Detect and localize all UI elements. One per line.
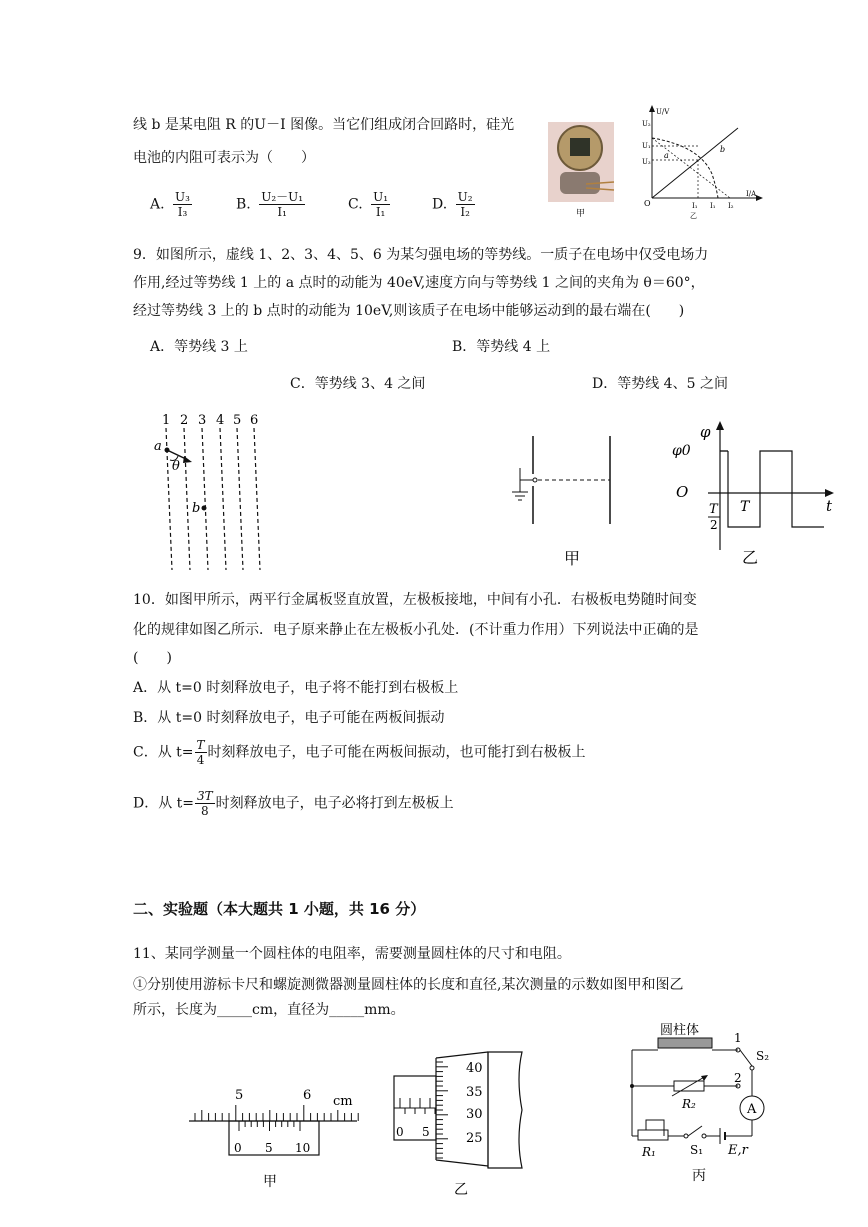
thimble-label-25: 25 bbox=[466, 1131, 483, 1146]
figure-jia-label: 甲 bbox=[564, 549, 581, 568]
q11-line2: ①分别使用游标卡尺和螺旋测微器测量圆柱体的长度和直径,某次测量的示数如图甲和图乙 bbox=[133, 977, 684, 993]
switch-s2-pivot bbox=[750, 1066, 754, 1070]
photo-label: 甲 bbox=[576, 209, 586, 219]
t-axis-arrow bbox=[825, 489, 834, 497]
vernier-label-5: 5 bbox=[265, 1141, 273, 1155]
main-label-6: 6 bbox=[303, 1088, 312, 1103]
i-axis-arrow bbox=[756, 195, 763, 201]
line-label-1: 1 bbox=[162, 413, 171, 428]
switch-s1-contact bbox=[702, 1134, 706, 1138]
point-b bbox=[202, 506, 207, 511]
q10-line1: 10．如图甲所示，两平行金属板竖直放置，左极板接地，中间有小孔．右极板电势随时间变 bbox=[133, 592, 697, 608]
frac-den: I₁ bbox=[375, 205, 386, 219]
i1b-label: I₁ bbox=[710, 202, 716, 210]
switch-s1-pivot bbox=[684, 1134, 688, 1138]
option-letter: D. bbox=[432, 196, 448, 213]
t-half-den: 2 bbox=[710, 518, 718, 532]
option-c-num: T bbox=[196, 738, 205, 752]
circuit-label: 丙 bbox=[692, 1168, 706, 1184]
u-axis-label: U/V bbox=[656, 108, 670, 116]
ui-graph bbox=[630, 102, 770, 220]
q10-option-d bbox=[133, 789, 454, 818]
u2-label: U₂ bbox=[642, 120, 651, 128]
q10-option-a: A．从 t=0 时刻释放电子，电子将不能打到右极板上 bbox=[133, 680, 459, 696]
q10-line3: ( ) bbox=[133, 650, 172, 666]
option-d-prefix: D．从 t= bbox=[133, 795, 195, 812]
equipotential-line-2 bbox=[184, 428, 190, 570]
q9-option-a: A．等势线 3 上 bbox=[150, 339, 248, 355]
r2-arrow bbox=[672, 1076, 706, 1096]
line-label-5: 5 bbox=[233, 413, 242, 428]
q8-option-a bbox=[150, 190, 196, 219]
line-label-3: 3 bbox=[198, 413, 207, 428]
q8-option-d bbox=[432, 190, 479, 219]
frac-num: U₃ bbox=[175, 190, 190, 204]
cylinder-label: 圆柱体 bbox=[660, 1023, 700, 1038]
option-letter: A. bbox=[150, 196, 165, 213]
equipotential-line-3 bbox=[202, 428, 208, 570]
phi-axis-arrow bbox=[716, 421, 724, 430]
q9-option-c: C．等势线 3、4 之间 bbox=[290, 376, 426, 392]
source-label: E,r bbox=[728, 1143, 748, 1158]
section-heading: 二、实验题（本大题共 1 小题，共 16 分） bbox=[133, 900, 426, 918]
vernier-caliper-figure bbox=[185, 1083, 365, 1193]
curve-a bbox=[652, 138, 718, 198]
q8-option-b bbox=[236, 190, 309, 219]
i-axis-label: I/A bbox=[746, 190, 757, 198]
equipotential-line-6 bbox=[254, 428, 260, 570]
option-c-prefix: C．从 t= bbox=[133, 744, 194, 761]
t-period-label: T bbox=[740, 499, 750, 515]
frac-num: U₂ bbox=[457, 190, 473, 204]
switch-s1-blade bbox=[688, 1126, 702, 1136]
vernier-label-0: 0 bbox=[234, 1141, 242, 1155]
vernier-label-10: 10 bbox=[295, 1141, 311, 1155]
potential-time-graph bbox=[668, 415, 846, 570]
q9-line2: 作用,经过等势线 1 上的 a 点时的动能为 40eV,速度方向与等势线 1 之间的夹角为 θ＝60°， bbox=[133, 275, 705, 291]
parallel-plates-figure bbox=[500, 430, 630, 570]
option-d-num: 3T bbox=[197, 789, 213, 803]
r1-label: R₁ bbox=[642, 1145, 656, 1159]
q9-option-b: B．等势线 4 上 bbox=[452, 339, 551, 355]
option-c-den: 4 bbox=[196, 753, 205, 767]
origin-label: O bbox=[644, 199, 651, 208]
micrometer-label: 乙 bbox=[454, 1182, 468, 1198]
t-half-num: T bbox=[709, 502, 718, 517]
origin-label: O bbox=[676, 483, 689, 501]
caliper-label: 甲 bbox=[263, 1174, 277, 1190]
u3-label: U₃ bbox=[642, 158, 651, 166]
line-label-2: 2 bbox=[180, 413, 189, 428]
sleeve-ticks bbox=[400, 1098, 435, 1114]
q9-line1: 9．如图所示，虚线 1、2、3、4、5、6 为某匀强电场的等势线。一质子在电场中仅受电场力 bbox=[133, 247, 709, 263]
micrometer-figure bbox=[390, 1048, 540, 1198]
i2-label: I₂ bbox=[728, 202, 734, 210]
line-label-6: 6 bbox=[250, 413, 259, 428]
q10-line2: 化的规律如图乙所示．电子原来静止在左极板小孔处．(不计重力作用）下列说法中正确的是 bbox=[133, 622, 699, 638]
frac-num: U₂－U₁ bbox=[261, 190, 304, 204]
frac-den: I₃ bbox=[177, 205, 188, 219]
solar-cell-photo bbox=[546, 120, 616, 220]
curve-a-label: a bbox=[664, 151, 669, 160]
phi0-label: φ0 bbox=[672, 443, 691, 459]
point-b-label: b bbox=[192, 501, 201, 516]
q11-line1: 11、某同学测量一个圆柱体的电阻率，需要测量圆柱体的尺寸和电阻。 bbox=[133, 946, 571, 962]
q9-option-d: D．等势线 4、5 之间 bbox=[592, 376, 728, 392]
i1-label: I₁ bbox=[692, 202, 698, 210]
thimble-label-40: 40 bbox=[466, 1061, 483, 1076]
thimble-label-30: 30 bbox=[466, 1107, 483, 1122]
sleeve-label-5: 5 bbox=[422, 1125, 430, 1139]
cell-chip bbox=[570, 138, 590, 156]
sleeve-label-0: 0 bbox=[396, 1125, 404, 1139]
electron-hole bbox=[533, 478, 537, 482]
option-d-den: 8 bbox=[201, 804, 209, 818]
option-c-text: 时刻释放电子，电子可能在两板间振动，也可能打到右极板上 bbox=[207, 744, 586, 761]
s2-label: S₂ bbox=[756, 1049, 770, 1063]
q9-line3: 经过等势线 3 上的 b 点时的动能为 10eV,则该质子在电场中能够运动到的最右端在( ) bbox=[133, 303, 685, 319]
phi-label: φ bbox=[700, 423, 711, 441]
pos1-label: 1 bbox=[734, 1031, 742, 1045]
q11-line3: 所示，长度为_____cm，直径为_____mm。 bbox=[133, 1002, 405, 1018]
q10-option-b: B．从 t=0 时刻释放电子，电子可能在两板间振动 bbox=[133, 710, 445, 726]
q8-option-c bbox=[348, 190, 394, 219]
angle-label: θ bbox=[172, 459, 180, 474]
option-letter: B. bbox=[236, 196, 251, 213]
option-d-text: 时刻释放电子，电子必将打到左极板上 bbox=[215, 795, 454, 812]
u-axis-arrow bbox=[649, 105, 655, 112]
cylinder-resistor bbox=[658, 1038, 712, 1048]
option-letter: C. bbox=[348, 196, 363, 213]
circuit-figure bbox=[620, 1020, 780, 1190]
figure-yi-label: 乙 bbox=[742, 548, 759, 567]
velocity-arrowhead bbox=[183, 456, 192, 463]
main-label-5: 5 bbox=[235, 1088, 244, 1103]
switch-s2-blade bbox=[740, 1050, 752, 1066]
q8-line2: 电池的内阻可表示为（ ） bbox=[133, 150, 315, 166]
vernier-scale-ticks bbox=[239, 1121, 300, 1131]
unit-label: cm bbox=[333, 1094, 353, 1109]
equipotential-line-5 bbox=[237, 428, 243, 570]
point-a-label: a bbox=[154, 439, 162, 454]
frac-den: I₁ bbox=[277, 205, 287, 219]
ammeter-label: A bbox=[747, 1102, 757, 1117]
pos2-label: 2 bbox=[734, 1071, 742, 1085]
equipotential-lines bbox=[166, 428, 260, 570]
line-b bbox=[652, 128, 738, 198]
thimble-label-35: 35 bbox=[466, 1085, 483, 1100]
r2-label: R₂ bbox=[682, 1097, 696, 1111]
equipotential-figure bbox=[150, 410, 270, 575]
q8-line1: 线 b 是某电阻 R 的U－I 图像。当它们组成闭合回路时，硅光 bbox=[133, 117, 515, 133]
frac-num: U₁ bbox=[373, 190, 389, 204]
graph-label: 乙 bbox=[690, 212, 697, 220]
line-label-4: 4 bbox=[216, 413, 225, 428]
frac-den: I₂ bbox=[460, 205, 470, 219]
u1-label: U₁ bbox=[642, 142, 651, 150]
t-label: t bbox=[826, 497, 833, 515]
square-wave bbox=[728, 451, 824, 527]
q10-option-c bbox=[133, 738, 586, 767]
line-b-label: b bbox=[720, 145, 726, 154]
thimble-body bbox=[488, 1052, 522, 1168]
equipotential-line-4 bbox=[220, 428, 226, 570]
r1-slider bbox=[646, 1120, 664, 1136]
s1-label: S₁ bbox=[690, 1143, 704, 1157]
thimble-ticks bbox=[436, 1062, 448, 1158]
